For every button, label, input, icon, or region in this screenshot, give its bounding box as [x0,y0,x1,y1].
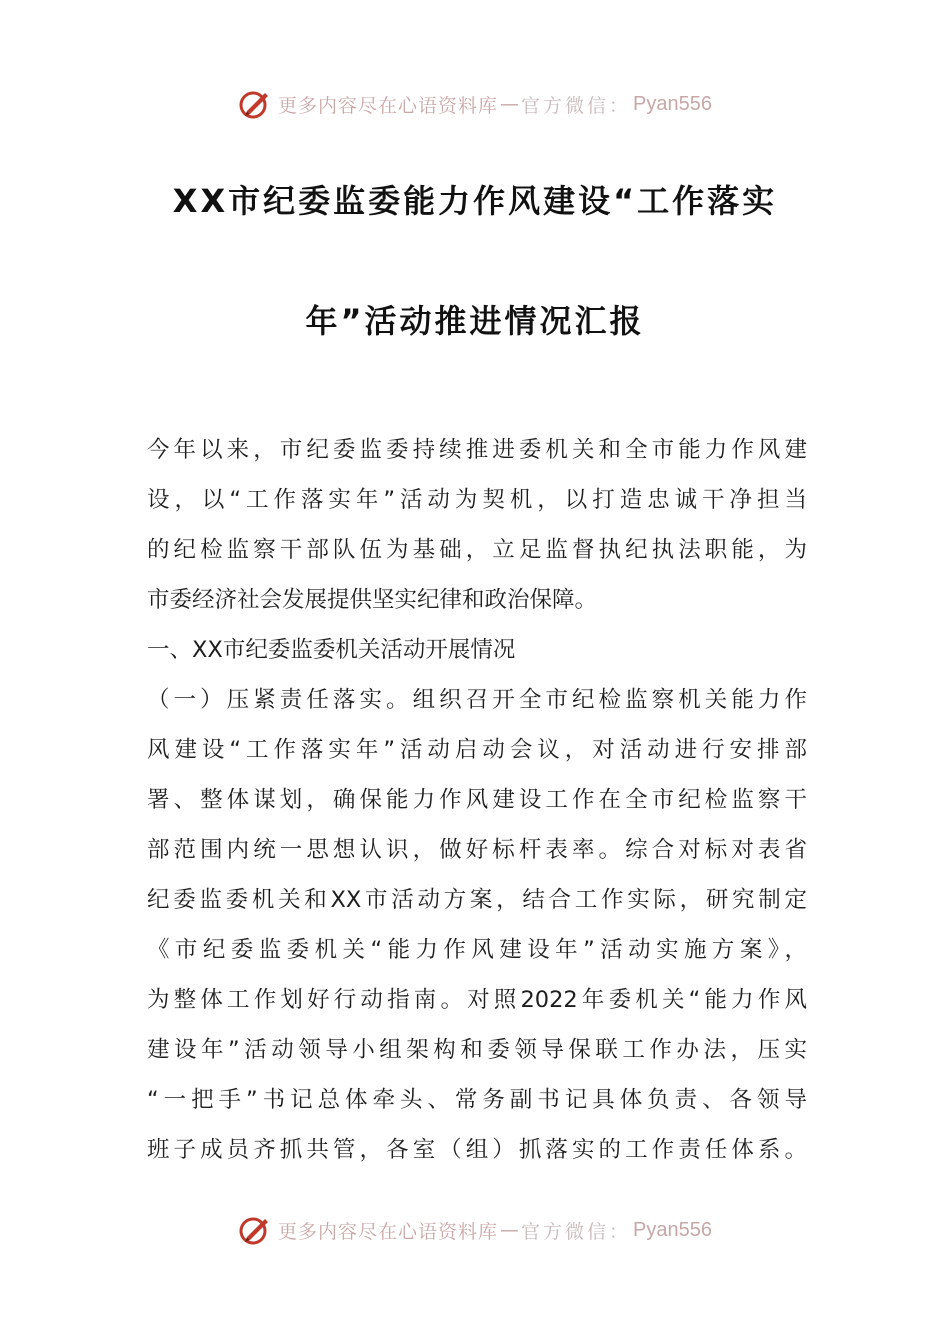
watermark-text: 更多内容尽在心语资料库 [278,94,499,117]
pen-logo-icon [238,87,272,121]
watermark-wechat-id: Pyan556 [633,92,712,115]
watermark-subtext: 官方微信： [521,1220,632,1243]
watermark-text: 更多内容尽在心语资料库 [278,1220,499,1243]
body-text-line: 署、整体谋划，确保能力作风建设工作在全市纪检监察干 [147,787,807,813]
watermark-dash: — [500,93,520,115]
body-text-line: 一、XX市纪委监委机关活动开展情况 [147,637,516,663]
document-title-line-1: XX市纪委监委能力作风建设“工作落实 [172,182,778,220]
body-text-line: 设，以“工作落实年”活动为契机，以打造忠诚干净担当 [147,487,807,513]
watermark-wechat-id: Pyan556 [633,1218,712,1241]
watermark-dash: — [500,1219,520,1241]
body-text-line: 建设年”活动领导小组架构和委领导保联工作办法，压实 [147,1037,807,1063]
body-text-line: 风建设“工作落实年”活动启动会议，对活动进行安排部 [147,737,807,763]
body-text-line: 今年以来，市纪委监委持续推进委机关和全市能力作风建 [147,437,807,463]
body-text-line: 部范围内统一思想认识，做好标杆表率。综合对标对表省 [147,837,807,863]
watermark-banner-top [0,84,950,124]
body-text-line: 市委经济社会发展提供坚实纪律和政治保障。 [147,587,598,613]
pen-logo-icon [238,1213,272,1247]
document-body [147,425,807,1175]
watermark-banner-bottom [0,1210,950,1250]
body-text-line: 班子成员齐抓共管，各室（组）抓落实的工作责任体系。 [147,1137,807,1163]
body-text-line: 为整体工作划好行动指南。对照2022年委机关“能力作风 [147,987,807,1013]
body-text-line: 的纪检监察干部队伍为基础，立足监督执纪执法职能，为 [147,537,807,563]
body-text-line: “一把手”书记总体牵头、常务副书记具体负责、各领导 [147,1087,807,1113]
body-text-line: 《市纪委监委机关“能力作风建设年”活动实施方案》， [147,937,807,963]
watermark-subtext: 官方微信： [521,94,632,117]
body-text-line: 纪委监委机关和XX市活动方案，结合工作实际，研究制定 [147,887,807,913]
body-text-line: （一）压紧责任落实。组织召开全市纪检监察机关能力作 [147,687,807,713]
document-title-line-2: 年”活动推进情况汇报 [305,302,645,340]
